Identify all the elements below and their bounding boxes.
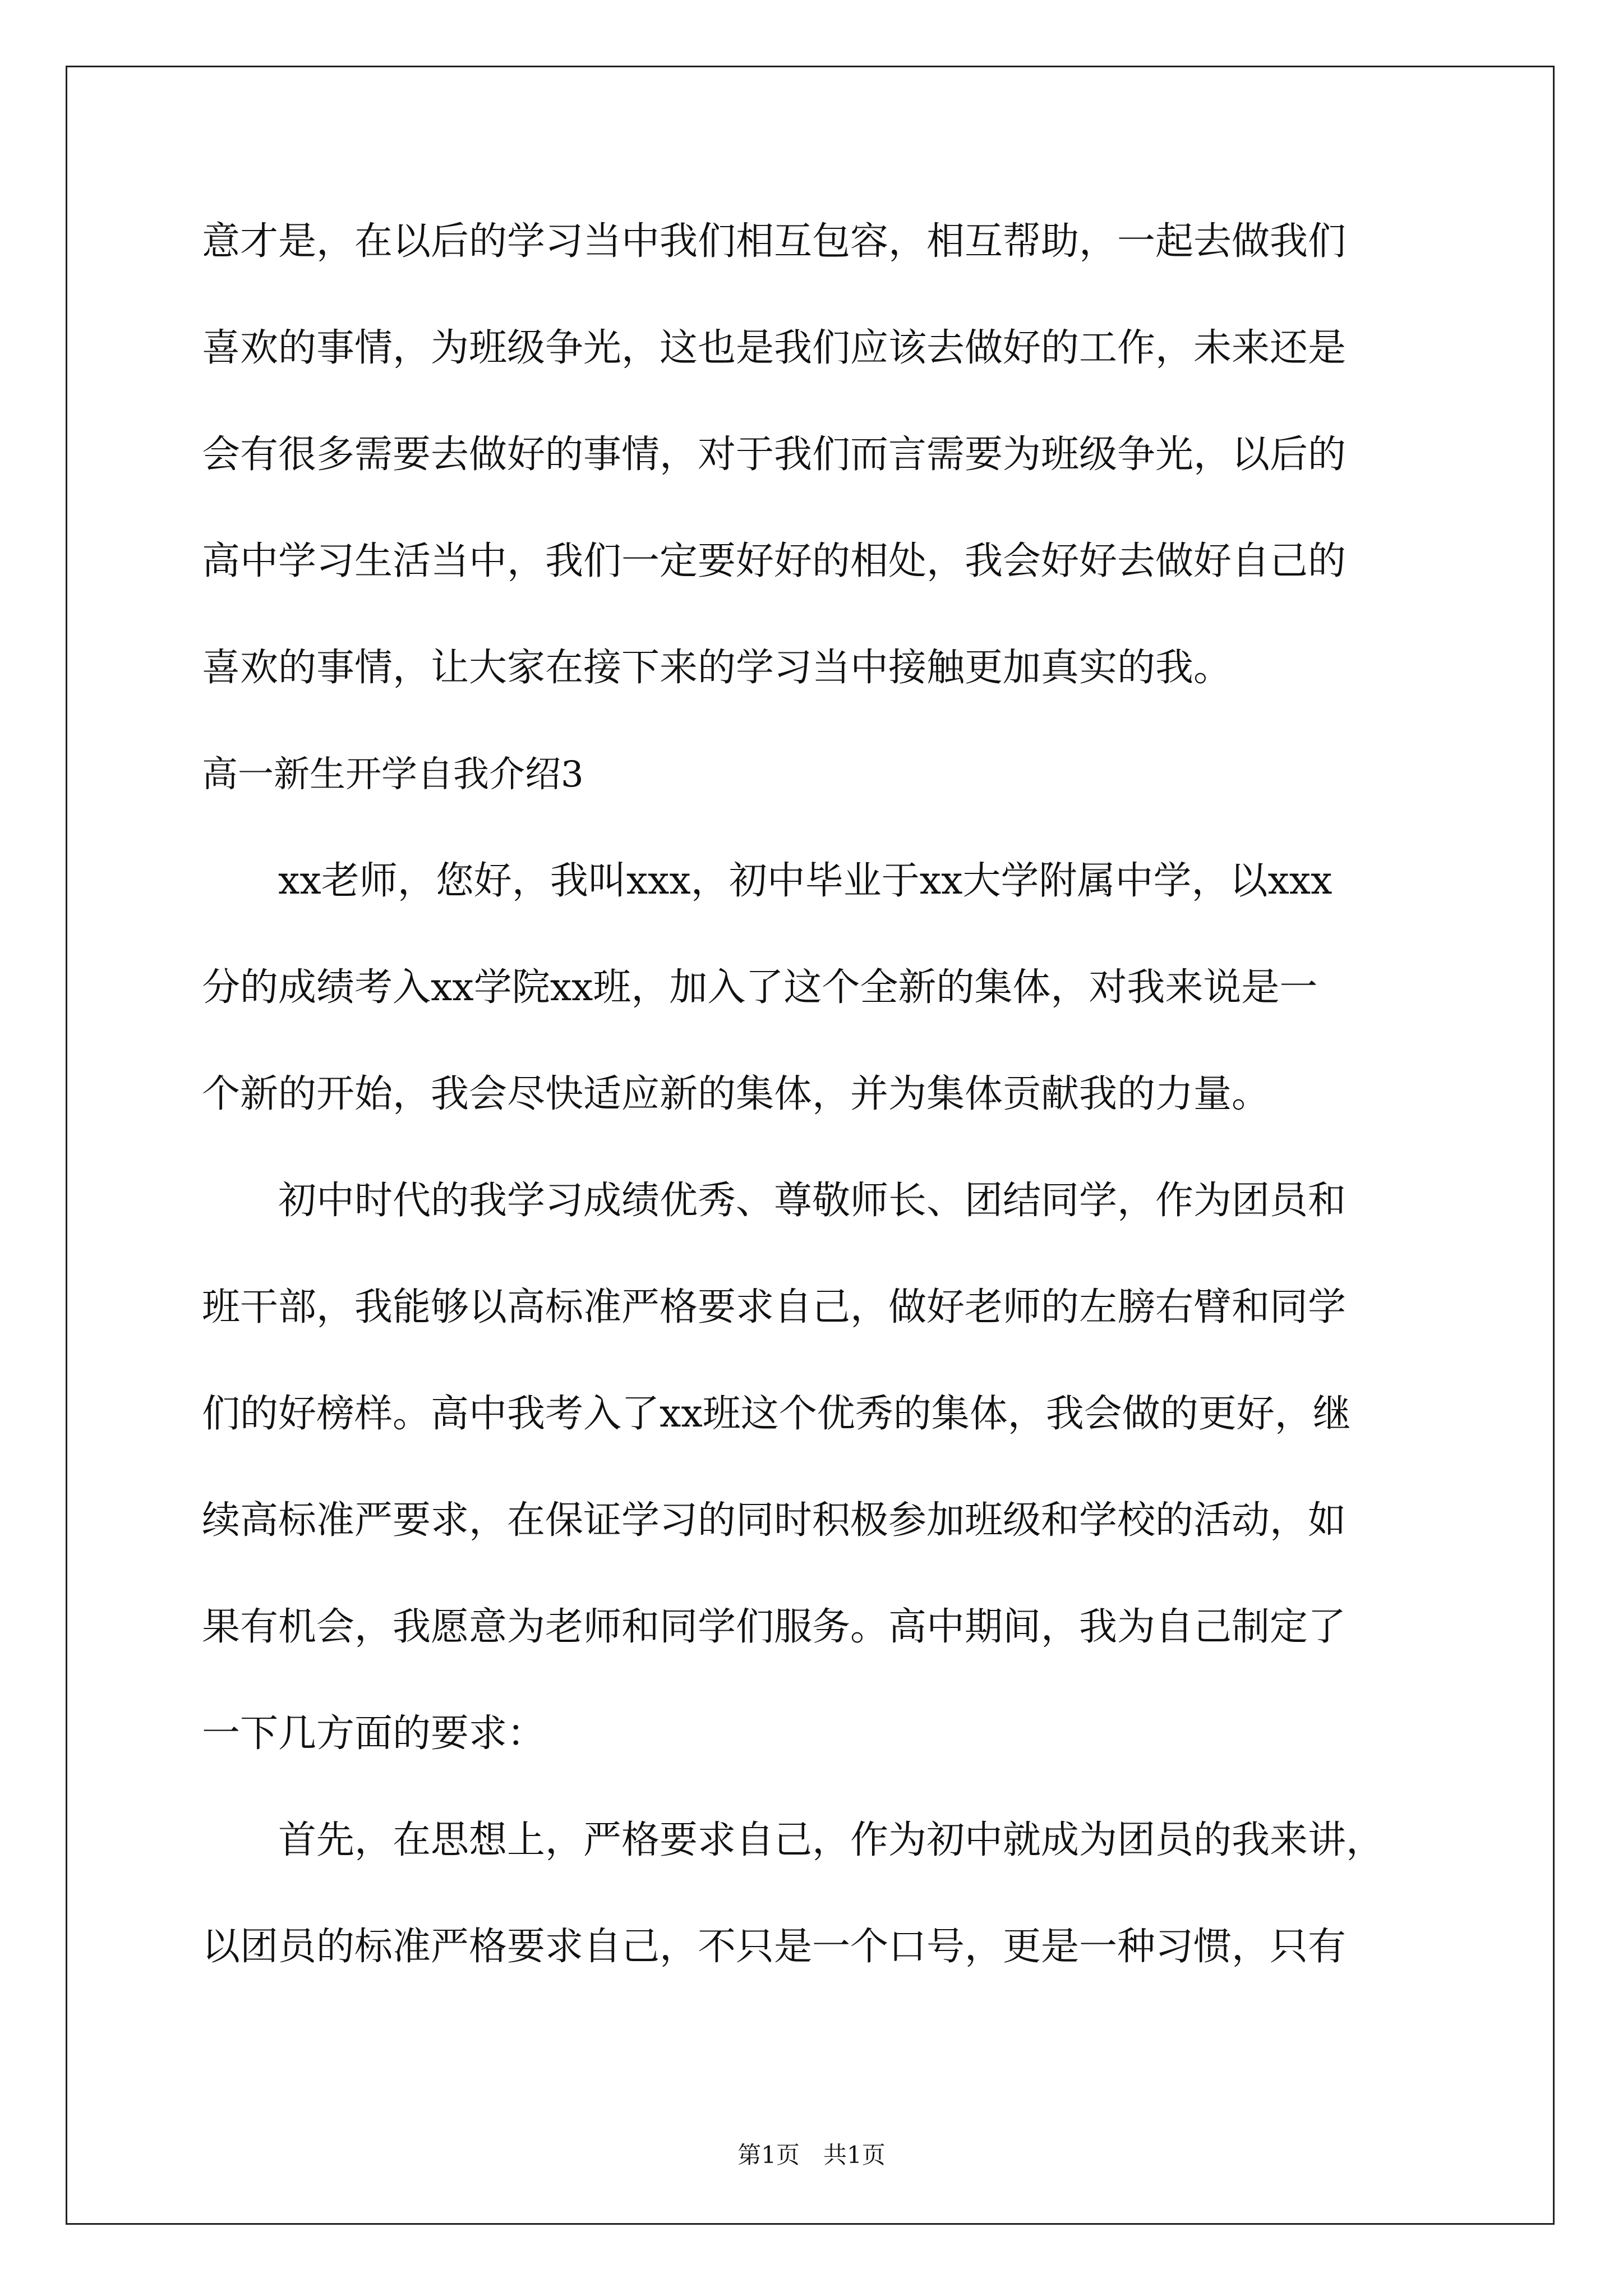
text-line: 果有机会，我愿意为老师和同学们服务。高中期间，我为自己制定了 [202, 1605, 1347, 1649]
text-line: 初中时代的我学习成绩优秀、尊敬师长、团结同学，作为团员和 [278, 1179, 1347, 1223]
text-line: 意才是，在以后的学习当中我们相互包容，相互帮助，一起去做我们 [202, 219, 1347, 264]
text-line: 高中学习生活当中，我们一定要好好的相处，我会好好去做好自己的 [202, 539, 1347, 583]
text-line: 续高标准严要求，在保证学习的同时积极参加班级和学校的活动，如 [202, 1498, 1347, 1543]
text-line: 首先，在思想上，严格要求自己，作为初中就成为团员的我来讲， [278, 1818, 1385, 1862]
text-line: 一下几方面的要求： [202, 1711, 546, 1756]
page-footer: 第1页 共1页 [737, 2141, 886, 2169]
text-line: 喜欢的事情，让大家在接下来的学习当中接触更加真实的我。 [202, 646, 1232, 690]
text-line: 们的好榜样。高中我考入了xx班这个优秀的集体，我会做的更好，继 [202, 1392, 1351, 1436]
text-line: xx老师，您好，我叫xxx，初中毕业于xx大学附属中学，以xxx [278, 859, 1332, 903]
text-line: 个新的开始，我会尽快适应新的集体，并为集体贡献我的力量。 [202, 1072, 1270, 1116]
document-body [202, 211, 1436, 2023]
text-line: 喜欢的事情，为班级争光，这也是我们应该去做好的工作，未来还是 [202, 326, 1347, 370]
text-line: 班干部，我能够以高标准严格要求自己，做好老师的左膀右臂和同学 [202, 1285, 1347, 1329]
text-line: 以团员的标准严格要求自己，不只是一个口号，更是一种习惯，只有 [202, 1925, 1347, 1969]
text-line: 会有很多需要去做好的事情，对于我们而言需要为班级争光，以后的 [202, 432, 1347, 477]
section-heading: 高一新生开学自我介绍3 [202, 754, 584, 795]
text-line: 分的成绩考入xx学院xx班，加入了这个全新的集体，对我来说是一 [202, 965, 1318, 1010]
